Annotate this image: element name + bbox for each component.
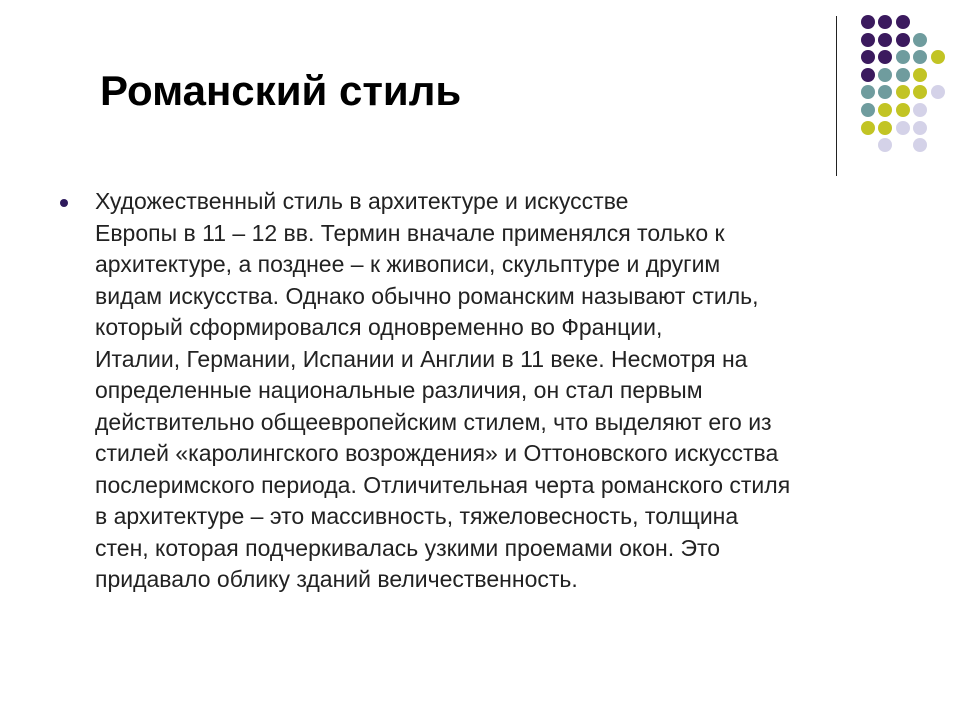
decorative-dot xyxy=(861,33,875,47)
bullet-dot-icon xyxy=(60,199,68,207)
paragraph-line: который сформировался одновременно во Франции, xyxy=(95,314,663,340)
paragraph-line: Художественный стиль в архитектуре и искусстве xyxy=(95,188,629,214)
decorative-dot xyxy=(913,33,927,47)
decorative-dot xyxy=(861,121,875,135)
decorative-dot xyxy=(878,138,892,152)
decorative-dot xyxy=(896,121,910,135)
decorative-dot xyxy=(878,103,892,117)
decorative-dot xyxy=(931,85,945,99)
decorative-dot xyxy=(896,33,910,47)
slide-title: Романский стиль xyxy=(100,67,462,114)
decorative-dot xyxy=(913,85,927,99)
paragraph-line: архитектуре, а позднее – к живописи, скульптуре и другим xyxy=(95,251,721,277)
decorative-dot xyxy=(896,85,910,99)
bullet-paragraph xyxy=(95,186,900,596)
paragraph-line: стилей «каролингского возрождения» и Оттоновского искусства xyxy=(95,440,779,466)
decorative-dot xyxy=(913,103,927,117)
paragraph-line: стен, которая подчеркивалась узкими проемами окон. Это xyxy=(95,534,721,561)
decorative-dot xyxy=(861,50,875,64)
paragraph-line: определенные национальные различия, он стал первым xyxy=(95,377,703,403)
decorative-dot xyxy=(896,68,910,82)
slide-content xyxy=(60,186,900,596)
paragraph-line: придавало облику зданий величественность. xyxy=(95,566,578,592)
bullet-item xyxy=(60,186,900,596)
decorative-dot xyxy=(878,15,892,29)
paragraph-line: послеримского периода. Отличительная черта романского стиля xyxy=(95,471,791,498)
decorative-dot xyxy=(878,50,892,64)
decorative-dot xyxy=(861,85,875,99)
title-divider-line xyxy=(836,16,837,176)
decorative-dot xyxy=(878,68,892,82)
paragraph-line: видам искусства. Однако обычно романским называют стиль, xyxy=(95,282,759,309)
decorative-dot xyxy=(913,121,927,135)
decorative-dot xyxy=(913,50,927,64)
decorative-dot xyxy=(861,103,875,117)
paragraph-line: действительно общеевропейским стилем, что выделяют его из xyxy=(95,408,772,435)
decorative-dot xyxy=(931,50,945,64)
paragraph-line: Италии, Германии, Испании и Англии в 11 веке. Несмотря на xyxy=(95,345,748,372)
paragraph-line: в архитектуре – это массивность, тяжеловесность, толщина xyxy=(95,503,739,529)
decorative-dot xyxy=(896,103,910,117)
decorative-dot xyxy=(878,121,892,135)
paragraph-line: Европы в 11 – 12 вв. Термин вначале применялся только к xyxy=(95,219,725,246)
decorative-dot xyxy=(861,15,875,29)
decorative-dot xyxy=(878,33,892,47)
decorative-dot xyxy=(913,68,927,82)
decorative-dot xyxy=(896,15,910,29)
decorative-dot xyxy=(878,85,892,99)
decorative-dot xyxy=(861,68,875,82)
decorative-dot xyxy=(913,138,927,152)
decorative-dot xyxy=(896,50,910,64)
